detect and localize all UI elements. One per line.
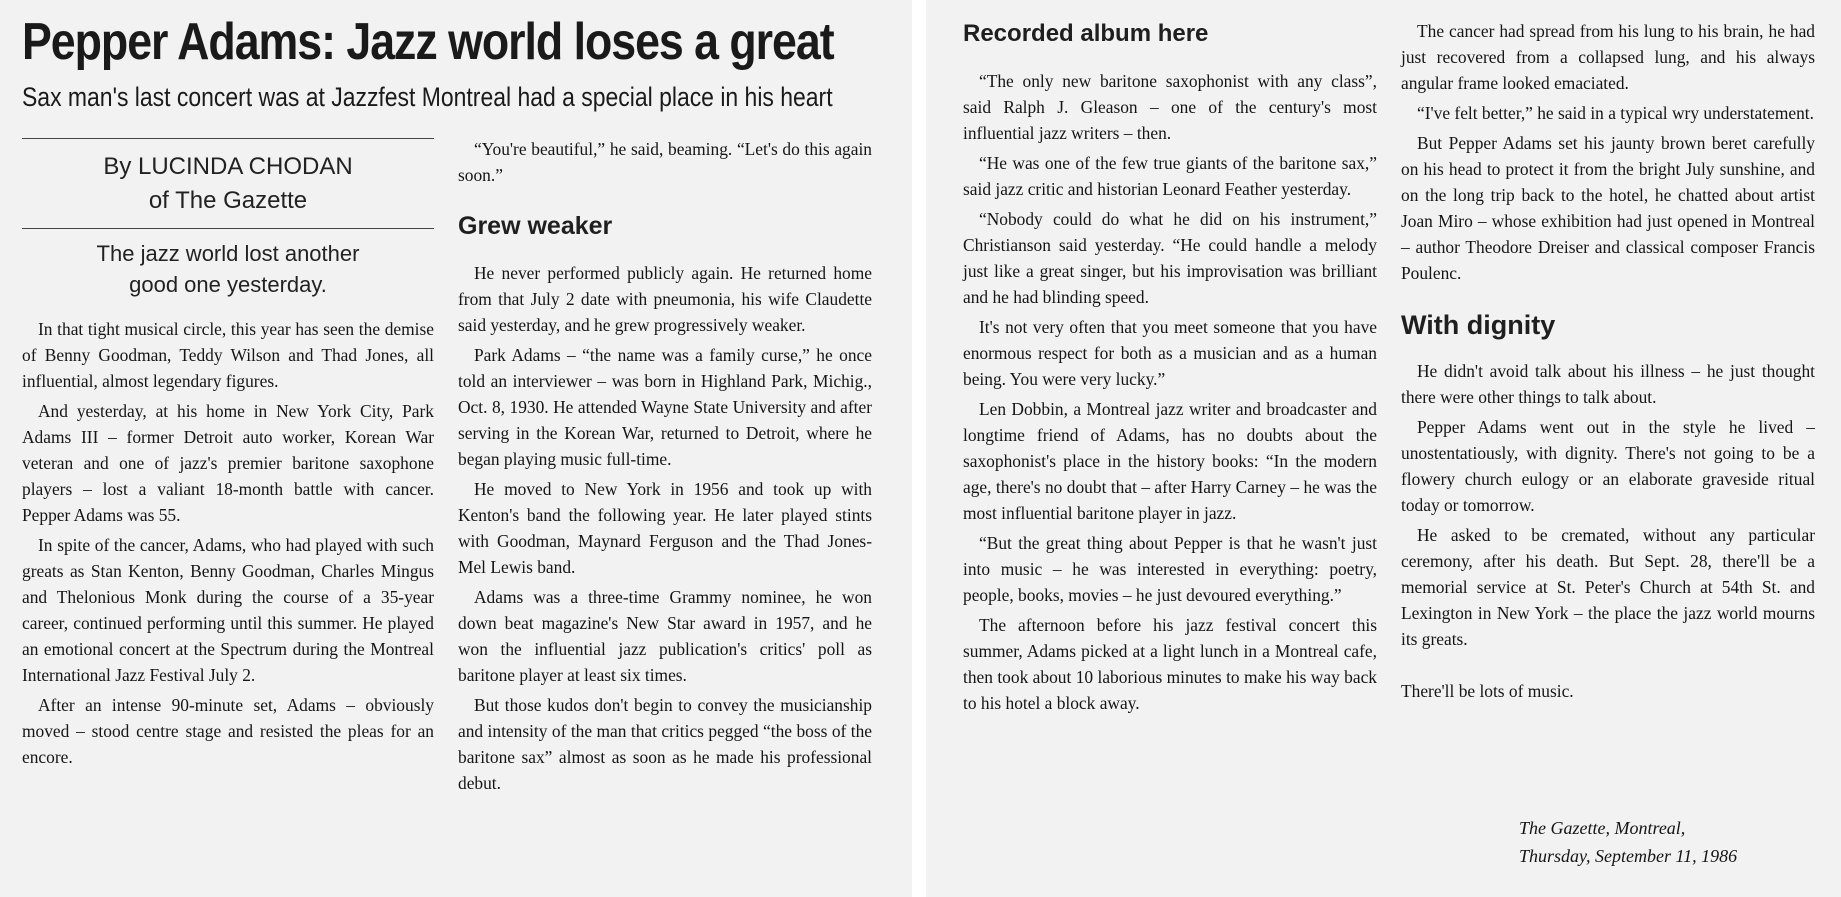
- paragraph: He never performed publicly again. He returned home from that July 2 date with pneumonia, his wife Claudette said yesterday, and he grew progressively weaker.: [458, 263, 872, 335]
- subhead-with-dignity: With dignity: [1401, 310, 1556, 340]
- column-1: [22, 316, 434, 770]
- subhead-recorded-album: Recorded album here: [963, 20, 1209, 47]
- paragraph: It's not very often that you meet someone that you have enormous respect for both as a musician and as a human being. You were very lucky.”: [963, 317, 1377, 389]
- deck-subtitle: Sax man's last concert was at Jazzfest Montreal had a special place in his heart: [22, 82, 833, 112]
- column-4: [1401, 18, 1815, 704]
- paragraph: “He was one of the few true giants of the baritone sax,” said jazz critic and historian Leonard Feather yesterday.: [963, 153, 1377, 199]
- source-dateline: [1519, 814, 1737, 870]
- paragraph: And yesterday, at his home in New York City, Park Adams III – former Detroit auto worker, Korean War veteran and one of jazz's premier baritone saxophone players – lost a valiant 18-month battle with cancer. Pepper Adams was 55.: [22, 401, 434, 525]
- headline: Pepper Adams: Jazz world loses a great: [22, 13, 834, 71]
- paragraph: Len Dobbin, a Montreal jazz writer and broadcaster and longtime friend of Adams, has no doubts about the saxophonist's place in the history books: “In the modern age, there's no doubt that – after Harry Carney – he was the most influential baritone player in jazz.: [963, 399, 1377, 523]
- paragraph: “I've felt better,” he said in a typical wry understatement.: [1417, 103, 1814, 123]
- column-2: [458, 136, 872, 796]
- column-3: [963, 18, 1377, 716]
- paragraph: The afternoon before his jazz festival concert this summer, Adams picked at a light lunch in a Montreal cafe, then took about 10 laborious minutes to make his way back to his hotel a block away.: [963, 615, 1377, 713]
- paragraph: “Nobody could do what he did on his instrument,” Christianson said yesterday. “He could handle a melody just like a great singer, but his improvisation was brilliant and he had blinding speed.: [963, 209, 1377, 307]
- page-gutter: [912, 0, 926, 897]
- paragraph: “The only new baritone saxophonist with any class”, said Ralph J. Gleason – one of the century's most influential jazz writers – then.: [963, 71, 1377, 143]
- byline-paper: of The Gazette: [148, 187, 308, 214]
- paragraph: But those kudos don't begin to convey the musicianship and intensity of the man that critics pegged “the boss of the baritone sax” almost as soon as he made his professional debut.: [458, 695, 872, 793]
- byline-rule-top: [22, 138, 434, 139]
- byline-name: By LUCINDA CHODAN: [103, 153, 353, 180]
- paragraph: In that tight musical circle, this year has seen the demise of Benny Goodman, Teddy Wilson and Thad Jones, all influential, almost legendary figures.: [22, 319, 434, 391]
- closing-line: There'll be lots of music.: [1401, 681, 1574, 701]
- paragraph: Park Adams – “the name was a family curse,” he once told an interviewer – was born in Highland Park, Michig., Oct. 8, 1930. He attended Wayne State University and after serving in the Korean War, returned to Detroit, where he began playing music full-time.: [458, 345, 872, 469]
- paragraph: He moved to New York in 1956 and took up with Kenton's band the following year. He later played stints with Goodman, Maynard Ferguson and the Thad Jones-Mel Lewis band.: [458, 479, 872, 577]
- byline-rule-bottom: [22, 228, 434, 229]
- lede-line-1: The jazz world lost another: [96, 241, 360, 266]
- source-date: Thursday, September 11, 1986: [1519, 846, 1738, 866]
- paragraph: “You're beautiful,” he said, beaming. “Let's do this again soon.”: [458, 139, 872, 185]
- paragraph: After an intense 90-minute set, Adams – obviously moved – stood centre stage and resisted the pleas for an encore.: [22, 695, 434, 767]
- paragraph: He didn't avoid talk about his illness – he just thought there were other things to talk about.: [1401, 361, 1815, 407]
- paragraph: Pepper Adams went out in the style he lived – unostentatiously, with dignity. There's not going to be a flowery church eulogy or an elaborate graveside ritual today or tomorrow.: [1401, 417, 1815, 515]
- paragraph: He asked to be cremated, without any particular ceremony, after his death. But Sept. 28, there'll be a memorial service at St. Peter's Church at 54th St. and Lexington in New York – the place the jazz world mourns its greats.: [1401, 525, 1815, 649]
- subhead-grew-weaker: Grew weaker: [458, 212, 613, 240]
- paragraph: In spite of the cancer, Adams, who had played with such greats as Stan Kenton, Benny Goodman, Charles Mingus and Thelonious Monk during the course of a 35-year career, continued performing until this summer. He played an emotional concert at the Spectrum during the Montreal International Jazz Festival July 2.: [22, 535, 434, 685]
- source-paper: The Gazette, Montreal,: [1519, 818, 1686, 838]
- paragraph: The cancer had spread from his lung to his brain, he had just recovered from a collapsed lung, and his always angular frame looked emaciated.: [1401, 21, 1815, 93]
- paragraph: “But the great thing about Pepper is that he wasn't just into music – he was interested in everything: poetry, people, books, movies – he just devoured everything.”: [963, 533, 1377, 605]
- lede-line-2: good one yesterday.: [129, 272, 327, 297]
- paragraph: Adams was a three-time Grammy nominee, he won down beat magazine's New Star award in 1957, and he won the influential jazz publication's critics' poll as baritone player at least six times.: [458, 587, 872, 685]
- paragraph: But Pepper Adams set his jaunty brown beret carefully on his head to protect it from the bright July sunshine, and on the long trip back to the hotel, he chatted about artist Joan Miro – whose exhibition had just opened in Montreal – author Theodore Dreiser and classical composer Francis Poulenc.: [1401, 133, 1815, 283]
